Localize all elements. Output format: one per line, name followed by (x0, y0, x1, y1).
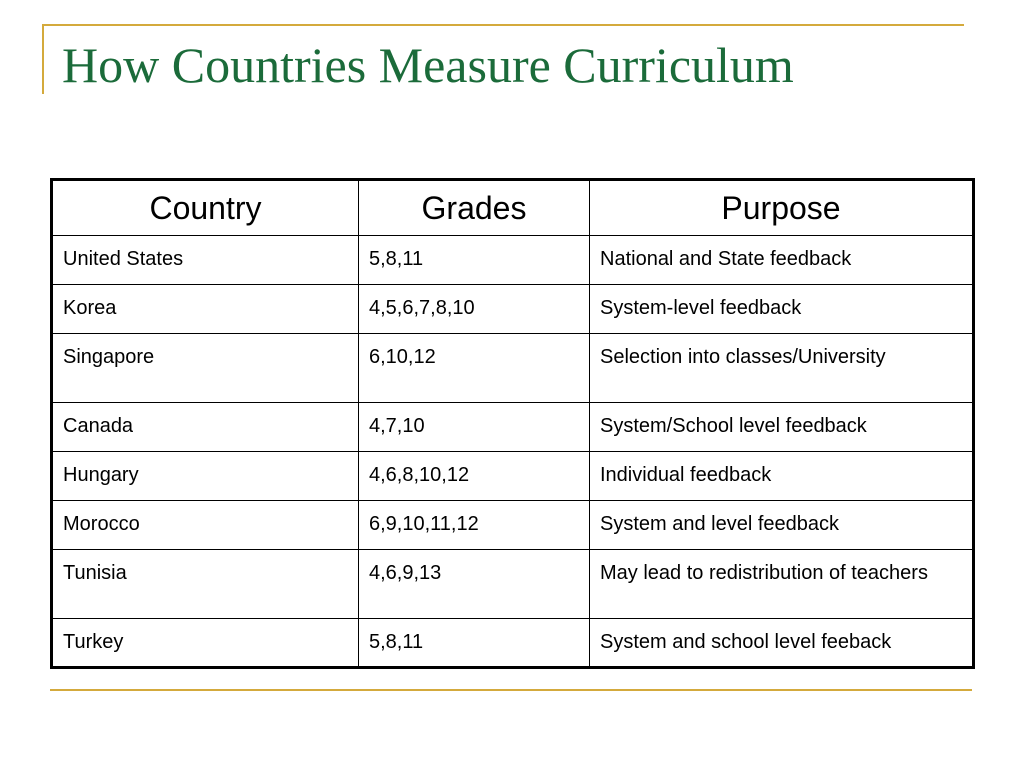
table-row (52, 403, 974, 452)
curriculum-table (50, 178, 975, 669)
slide-title: How Countries Measure Curriculum (62, 37, 794, 93)
cell-country: Canada (52, 403, 359, 452)
table-row (52, 285, 974, 334)
cell-country: Hungary (52, 452, 359, 501)
header-purpose: Purpose (590, 180, 974, 236)
table-row (52, 619, 974, 668)
cell-purpose: May lead to redistribution of teachers (590, 550, 974, 619)
cell-country: Singapore (52, 334, 359, 403)
curriculum-table-container (50, 178, 972, 669)
table-row (52, 334, 974, 403)
cell-country: Korea (52, 285, 359, 334)
cell-grades: 5,8,11 (359, 619, 590, 668)
cell-purpose: System/School level feedback (590, 403, 974, 452)
cell-grades: 6,10,12 (359, 334, 590, 403)
accent-line-top (42, 24, 964, 26)
cell-grades: 5,8,11 (359, 236, 590, 285)
cell-purpose: Individual feedback (590, 452, 974, 501)
cell-country: Turkey (52, 619, 359, 668)
table-row (52, 236, 974, 285)
cell-grades: 6,9,10,11,12 (359, 501, 590, 550)
cell-purpose: Selection into classes/University (590, 334, 974, 403)
cell-purpose: System and school level feeback (590, 619, 974, 668)
cell-grades: 4,6,8,10,12 (359, 452, 590, 501)
header-country: Country (52, 180, 359, 236)
cell-purpose: National and State feedback (590, 236, 974, 285)
cell-country: United States (52, 236, 359, 285)
cell-grades: 4,5,6,7,8,10 (359, 285, 590, 334)
cell-purpose: System-level feedback (590, 285, 974, 334)
accent-line-bottom (50, 689, 972, 691)
table-row (52, 452, 974, 501)
accent-line-left (42, 24, 44, 94)
cell-grades: 4,7,10 (359, 403, 590, 452)
cell-purpose: System and level feedback (590, 501, 974, 550)
table-header-row (52, 180, 974, 236)
table-row (52, 550, 974, 619)
table-row (52, 501, 974, 550)
header-grades: Grades (359, 180, 590, 236)
cell-country: Morocco (52, 501, 359, 550)
cell-country: Tunisia (52, 550, 359, 619)
cell-grades: 4,6,9,13 (359, 550, 590, 619)
